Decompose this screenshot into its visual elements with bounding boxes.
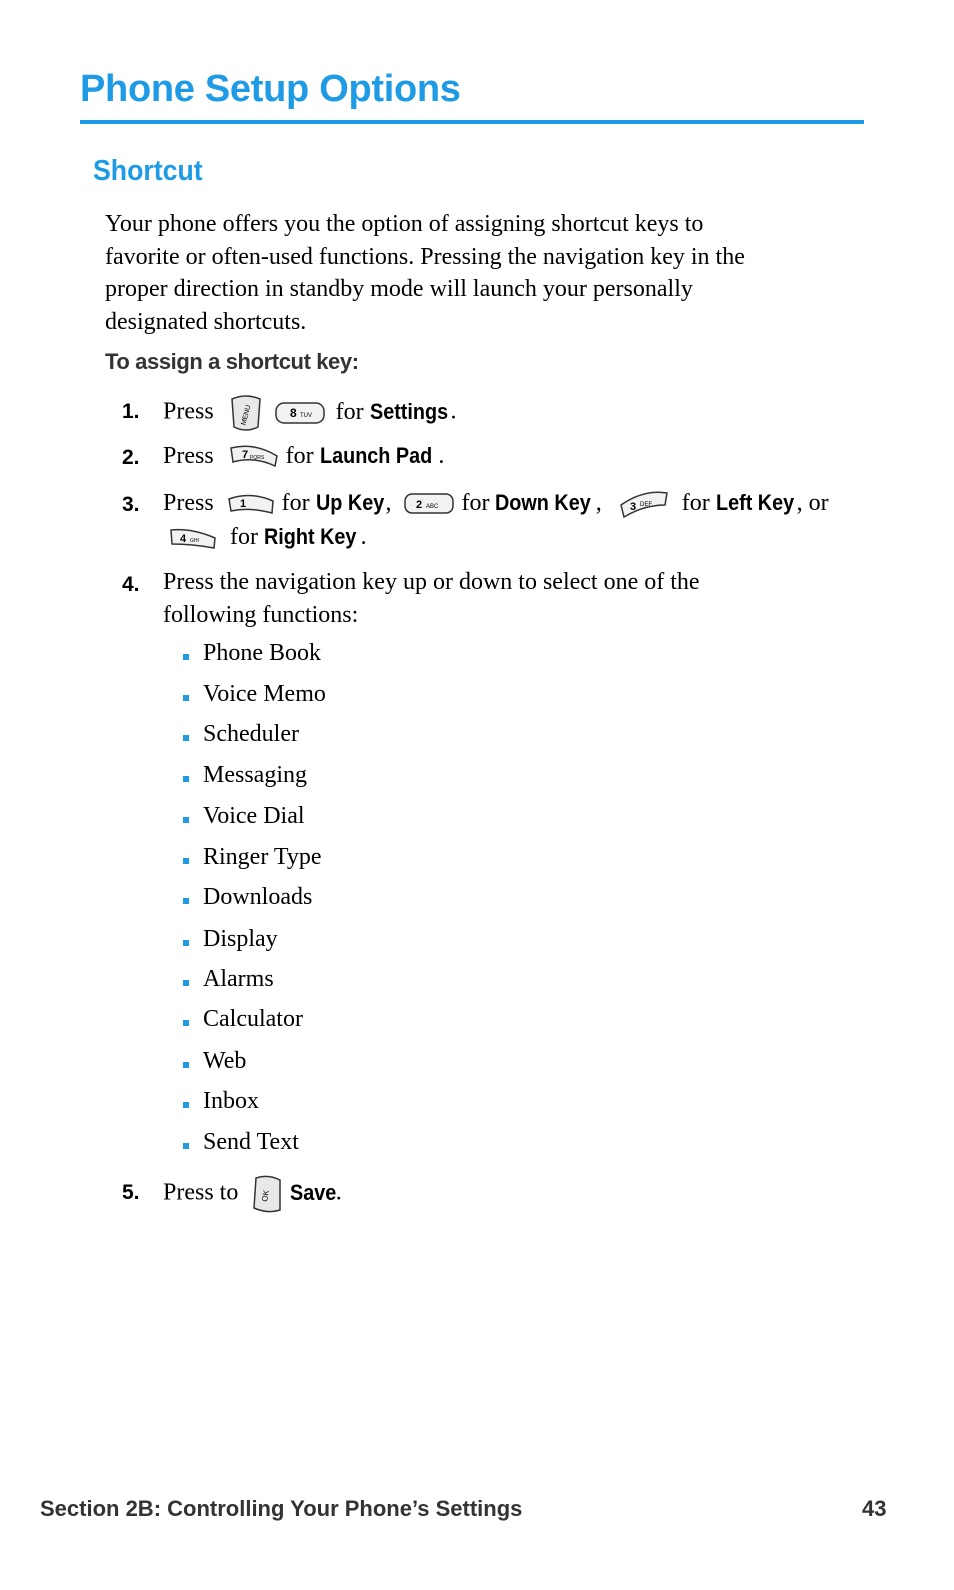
bullet-square-icon [183,735,189,741]
for-label: for [230,524,258,550]
period: . [360,524,367,550]
list-item-label: Ringer Type [203,844,322,870]
step-text [163,439,444,473]
bullet-square-icon [183,817,189,823]
bullet-square-icon [183,940,189,946]
key-8-digit: 8 [289,406,297,420]
press-label: Press [163,490,214,516]
press-label: Press [163,443,214,469]
list-item-label: Phone Book [203,640,322,666]
bullet-square-icon [183,980,189,986]
list-item-label: Web [203,1048,247,1074]
key-3-letters: DEF [639,502,652,509]
list-item-label: Downloads [203,884,313,910]
bullet-square-icon [183,776,189,782]
key-1-digit: 1 [239,498,246,511]
key-8-icon [274,400,326,426]
bullet-square-icon [183,654,189,660]
menu-key-label: MENU [240,404,253,426]
instructions-lead: To assign a shortcut key: [105,349,359,374]
key-3-digit: 3 [629,501,636,514]
step-number: 3. [122,493,140,516]
for-label: for [285,443,314,469]
bullet-square-icon [183,1143,189,1149]
step-text-line-2 [168,520,367,554]
key-3-icon [618,487,670,521]
step-number: 5. [122,1181,140,1204]
press-to-label: Press to [163,1179,239,1206]
bullet-square-icon [183,858,189,864]
step-number: 4. [122,573,140,596]
bullet-square-icon [183,695,189,701]
key-4-icon [168,524,218,552]
intro-line: proper direction in standby mode will launch your personally [105,276,693,302]
comma: , [595,490,602,516]
bullet-square-icon [183,1020,189,1026]
ok-key-label: OK [260,1189,272,1203]
key-2-icon [403,490,455,518]
period: . [335,1179,342,1206]
intro-line: designated shortcuts. [105,308,307,335]
key-8-letters: TUV [299,413,312,419]
bullet-square-icon [183,898,189,904]
down-key-label: Down Key [495,490,592,515]
section-subtitle: Shortcut [93,155,203,187]
page-title: Phone Setup Options [80,68,461,110]
step-number: 1. [122,400,140,423]
key-2-letters: ABC [426,504,439,511]
list-item-label: Scheduler [203,721,299,747]
key-2-digit: 2 [416,499,423,512]
comma: , [385,490,392,516]
for-label: for [335,398,364,425]
intro-paragraph [105,208,875,338]
key-4-letters: GHI [190,538,199,545]
list-item-label: Display [203,926,278,952]
period: . [450,398,457,425]
list-item-label: Messaging [203,762,307,788]
intro-line: favorite or often-used functions. Pressing the navigation key in the [105,243,745,270]
list-item-label: Calculator [203,1006,303,1032]
settings-label: Settings [369,398,448,424]
for-label: for [281,490,310,516]
bullet-square-icon [183,1062,189,1068]
ok-key-icon [250,1174,284,1214]
menu-key-icon [228,393,264,433]
or-label: , or [796,490,829,516]
save-label: Save [290,1179,337,1205]
up-key-label: Up Key [315,490,384,515]
press-label: Press [163,398,214,425]
title-rule [80,120,864,124]
right-key-label: Right Key [263,524,357,549]
key-7-letters: PQRS [249,455,264,462]
key-1-icon [226,489,276,519]
step-text [163,486,829,521]
list-item-label: Alarms [203,966,274,992]
period: . [438,443,445,469]
footer-section-title: Section 2B: Controlling Your Phone’s Settings [40,1496,523,1521]
step-text-line-2: following functions: [163,602,359,628]
for-label: for [681,490,710,516]
step-text [163,393,456,433]
list-item-label: Voice Memo [203,681,326,707]
step-text: Press the navigation key up or down to select one of the [163,569,700,595]
intro-line: Your phone offers you the option of assigning shortcut keys to [105,211,704,237]
page-number: 43 [862,1496,887,1521]
left-key-label: Left Key [715,490,794,515]
key-4-digit: 4 [180,533,187,546]
key-7-digit: 7 [241,449,248,462]
for-label: for [461,490,490,516]
step-text [163,1174,342,1214]
list-item-label: Send Text [203,1129,299,1155]
bullet-square-icon [183,1102,189,1108]
key-7-icon [228,442,280,472]
launch-pad-label: Launch Pad [319,443,432,468]
list-item-label: Inbox [203,1088,259,1114]
step-number: 2. [122,446,140,469]
list-item-label: Voice Dial [203,803,305,829]
